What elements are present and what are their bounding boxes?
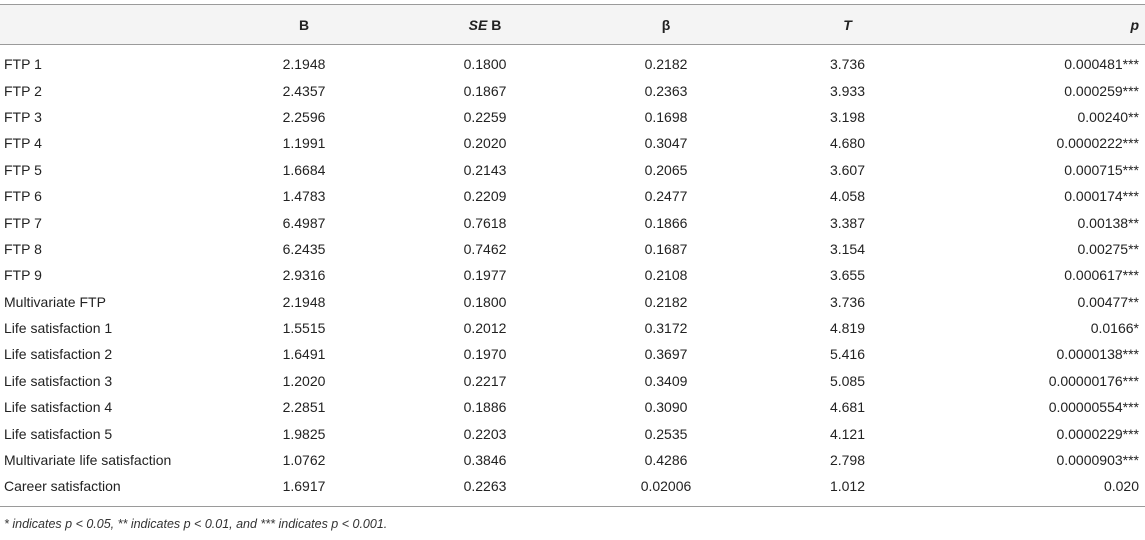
cell-p: 0.000715*** [1064, 161, 1139, 178]
header-b: B [215, 5, 395, 45]
cell-se: 0.2143 [463, 161, 507, 178]
cell-label: FTP 5 [4, 161, 42, 178]
cell-t: 3.736 [829, 293, 866, 310]
cell-beta: 0.2182 [644, 56, 688, 73]
header-p: p [940, 5, 1145, 45]
cell-beta: 0.3409 [644, 372, 688, 389]
cell-se: 0.1886 [463, 399, 507, 416]
cell-b: 2.1948 [282, 56, 326, 73]
cell-b: 1.4783 [282, 188, 326, 205]
cell-t: 4.819 [829, 320, 866, 337]
table-row [0, 262, 1145, 288]
cell-se: 0.7618 [463, 214, 507, 231]
cell-se: 0.1977 [463, 267, 507, 284]
cell-b: 1.9825 [282, 425, 326, 442]
cell-se: 0.1800 [463, 293, 507, 310]
table-row [0, 394, 1145, 420]
cell-beta: 0.3047 [644, 135, 688, 152]
cell-t: 5.085 [829, 372, 866, 389]
cell-b: 1.6917 [215, 473, 395, 506]
cell-label: Career satisfaction [0, 473, 215, 506]
table-row [0, 183, 1145, 209]
table-row [0, 77, 1145, 103]
cell-se: 0.3846 [463, 452, 507, 469]
cell-p: 0.0000903*** [1056, 452, 1139, 469]
cell-label: FTP 6 [4, 188, 42, 205]
cell-beta: 0.2535 [644, 425, 688, 442]
table-row [0, 341, 1145, 367]
cell-se: 0.7462 [463, 240, 507, 257]
cell-p: 0.00000554*** [1048, 399, 1139, 416]
table-row [0, 104, 1145, 130]
cell-se: 0.2209 [463, 188, 507, 205]
cell-se: 0.2259 [463, 108, 507, 125]
cell-t: 1.012 [757, 473, 940, 506]
cell-t: 4.121 [829, 425, 866, 442]
cell-b: 1.6684 [282, 161, 326, 178]
cell-p: 0.000259*** [1064, 82, 1139, 99]
cell-beta: 0.2363 [644, 82, 688, 99]
cell-beta: 0.2182 [644, 293, 688, 310]
table-footnote: * indicates p < 0.05, ** indicates p < 0.01, and *** indicates p < 0.001. [4, 516, 388, 531]
table-row [0, 420, 1145, 446]
cell-beta: 0.2477 [644, 188, 688, 205]
cell-label: FTP 4 [4, 135, 42, 152]
cell-t: 4.681 [829, 399, 866, 416]
table-body [0, 45, 1145, 507]
header-t: T [757, 5, 940, 45]
cell-p: 0.0166* [1090, 320, 1139, 337]
cell-t: 3.933 [829, 82, 866, 99]
cell-t: 3.154 [829, 240, 866, 257]
cell-t: 3.607 [829, 161, 866, 178]
cell-t: 3.387 [829, 214, 866, 231]
table-row [0, 236, 1145, 262]
table-row [0, 289, 1145, 315]
cell-beta: 0.4286 [644, 452, 688, 469]
cell-label: Life satisfaction 5 [4, 425, 113, 442]
table-row [0, 315, 1145, 341]
table-row [0, 447, 1145, 473]
header-se-b [395, 5, 577, 45]
cell-b: 1.0762 [282, 452, 326, 469]
cell-se: 0.2012 [463, 320, 507, 337]
cell-p: 0.000174*** [1064, 188, 1139, 205]
cell-p: 0.020 [940, 473, 1145, 506]
table-row [0, 157, 1145, 183]
cell-p: 0.000481*** [1064, 56, 1139, 73]
cell-b: 1.5515 [282, 320, 326, 337]
cell-t: 2.798 [829, 452, 866, 469]
cell-b: 2.2851 [282, 399, 326, 416]
cell-p: 0.00240** [1077, 108, 1139, 125]
cell-label: FTP 1 [4, 56, 42, 73]
cell-se: 0.2020 [463, 135, 507, 152]
cell-t: 5.416 [829, 346, 866, 363]
cell-b: 6.2435 [282, 240, 326, 257]
table-row [0, 209, 1145, 235]
cell-b: 2.9316 [282, 267, 326, 284]
cell-label: Multivariate FTP [4, 293, 106, 310]
cell-p: 0.00000176*** [1048, 372, 1139, 389]
cell-se: 0.1800 [463, 56, 507, 73]
cell-label: FTP 2 [4, 82, 42, 99]
cell-se: 0.1867 [463, 82, 507, 99]
header-label [0, 5, 215, 45]
cell-beta: 0.2108 [644, 267, 688, 284]
table-row [0, 45, 1145, 78]
cell-label: Life satisfaction 1 [4, 320, 113, 337]
cell-b: 6.4987 [282, 214, 326, 231]
cell-se: 0.2203 [463, 425, 507, 442]
cell-label: FTP 8 [4, 240, 42, 257]
table-row [0, 473, 1145, 506]
cell-p: 0.00477** [1077, 293, 1139, 310]
cell-beta: 0.3697 [644, 346, 688, 363]
table-header-row [0, 5, 1145, 45]
cell-b: 2.2596 [282, 108, 326, 125]
cell-p: 0.00138** [1077, 214, 1139, 231]
cell-label: Life satisfaction 4 [4, 399, 113, 416]
cell-p: 0.000617*** [1064, 267, 1139, 284]
cell-b: 1.1991 [282, 135, 326, 152]
cell-b: 2.1948 [282, 293, 326, 310]
cell-se: 0.2263 [395, 473, 577, 506]
cell-label: Life satisfaction 2 [4, 346, 113, 363]
table-row [0, 130, 1145, 156]
table-row [0, 368, 1145, 394]
header-se-prefix: SE [468, 16, 488, 33]
cell-beta: 0.3172 [644, 320, 688, 337]
cell-beta: 0.1866 [644, 214, 688, 231]
cell-label: Life satisfaction 3 [4, 372, 113, 389]
cell-se: 0.2217 [463, 372, 507, 389]
cell-t: 4.680 [829, 135, 866, 152]
cell-beta: 0.2065 [644, 161, 688, 178]
cell-t: 3.736 [829, 56, 866, 73]
cell-p: 0.00275** [1077, 240, 1139, 257]
header-beta: β [577, 5, 757, 45]
cell-label: FTP 3 [4, 108, 42, 125]
cell-beta: 0.02006 [577, 473, 757, 506]
cell-se: 0.1970 [463, 346, 507, 363]
regression-table [0, 4, 1145, 531]
cell-t: 4.058 [829, 188, 866, 205]
cell-label: Multivariate life satisfaction [4, 452, 172, 469]
cell-b: 2.4357 [282, 82, 326, 99]
header-se-suffix: B [487, 16, 502, 33]
cell-label: FTP 9 [4, 267, 42, 284]
cell-b: 1.6491 [282, 346, 326, 363]
cell-p: 0.0000229*** [1056, 425, 1139, 442]
cell-t: 3.655 [829, 267, 866, 284]
cell-beta: 0.3090 [644, 399, 688, 416]
cell-t: 3.198 [829, 108, 866, 125]
cell-p: 0.0000138*** [1056, 346, 1139, 363]
cell-beta: 0.1687 [644, 240, 688, 257]
cell-p: 0.0000222*** [1056, 135, 1139, 152]
cell-label: FTP 7 [4, 214, 42, 231]
cell-b: 1.2020 [282, 372, 326, 389]
footnote-row [0, 506, 1145, 531]
cell-beta: 0.1698 [644, 108, 688, 125]
